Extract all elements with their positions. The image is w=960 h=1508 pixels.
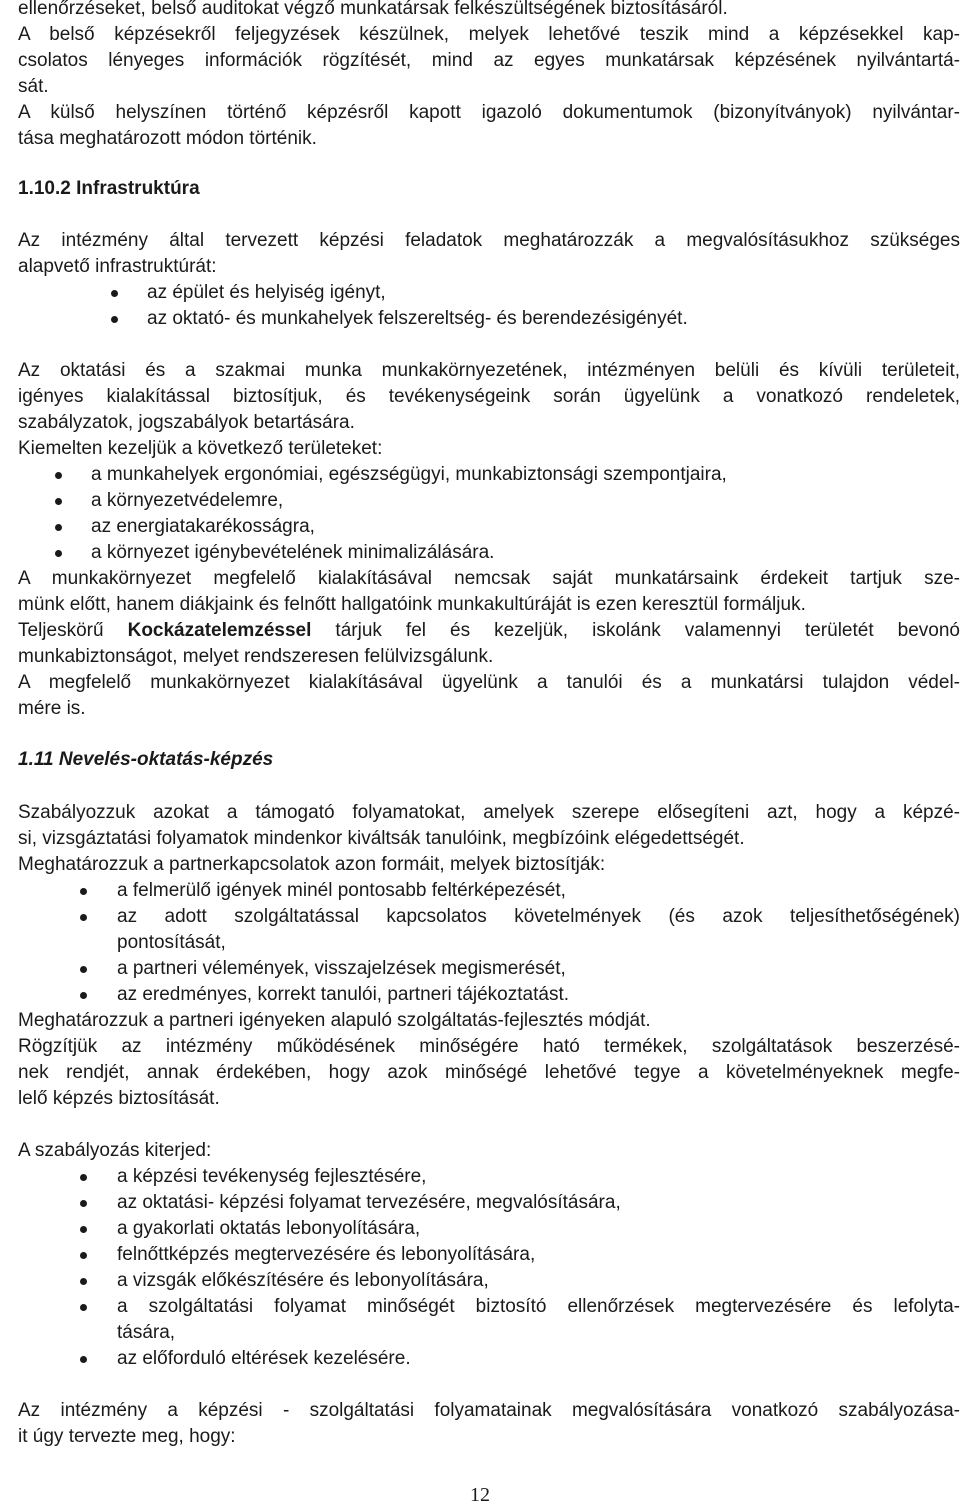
text-line: A belső képzésekről feljegyzések készülnek, melyek lehetővé teszik mind a képzésekkel kap- [18,24,960,45]
list-item: a gyakorlati oktatás lebonyolítására, [117,1218,421,1239]
bullet-icon [111,316,118,323]
text-line: csolatos lényeges információk rögzítését, mind az egyes munkatársak képzésének nyilvántartá- [18,50,960,71]
text-line: A külső helyszínen történő képzésről kapott igazoló dokumentumok (bizonyítványok) nyilvántar- [18,102,960,123]
bullet-icon [80,1356,87,1363]
bullet-icon [80,1200,87,1207]
text-line: munkabiztonságot, melyet rendszeresen felülvizsgálunk. [18,646,494,667]
text-line: szabályzatok, jogszabályok betartására. [18,412,355,433]
bullet-icon [80,992,87,999]
list-item: a partneri vélemények, visszajelzések megismerését, [117,958,566,979]
bullet-icon [55,472,62,479]
text-line: münk előtt, hanem diákjaink és felnőtt hallgatóink munkakultúráját is ezen keresztül formáljuk. [18,594,806,615]
text-line: sát. [18,76,49,97]
section-heading: 1.11 Nevelés-oktatás-képzés [18,749,274,770]
text-line: Meghatározzuk a partnerkapcsolatok azon formáit, melyek biztosítják: [18,854,606,875]
text-line: A munkakörnyezet megfelelő kialakításával nemcsak saját munkatársaink érdekeit tartjuk sze- [18,568,960,589]
list-item: a képzési tevékenység fejlesztésére, [117,1166,427,1187]
text-line: Az intézmény által tervezett képzési feladatok meghatározzák a megvalósításukhoz szükséges [18,230,960,251]
list-item: az előforduló eltérések kezelésére. [117,1348,411,1369]
text-line: ellenőrzéseket, belső auditokat végző munkatársak felkészültségének biztosításáról. [18,0,728,19]
bullet-icon [80,966,87,973]
list-item: az eredményes, korrekt tanulói, partneri tájékoztatást. [117,984,570,1005]
bullet-icon [80,1278,87,1285]
text-line: Szabályozzuk azokat a támogató folyamatokat, amelyek szerepe elősegíteni azt, hogy a képzé- [18,802,960,823]
bullet-icon [55,524,62,531]
text-line: Meghatározzuk a partneri igényeken alapuló szolgáltatás-fejlesztés módját. [18,1010,651,1031]
text-line: Az intézmény a képzési - szolgáltatási folyamatainak megvalósítására vonatkozó szabályozása- [18,1400,960,1421]
list-item: felnőttképzés megtervezésére és lebonyolítására, [117,1244,536,1265]
list-item: az oktató- és munkahelyek felszereltség- és berendezésigényét. [147,308,688,329]
bullet-icon [55,498,62,505]
text-line: si, vizsgáztatási folyamatok mindenkor kiváltsák tanulóink, megbízóink elégedettségét. [18,828,745,849]
list-item: az épület és helyiség igényt, [147,282,386,303]
page-number: 12 [470,1484,490,1506]
bullet-icon [80,888,87,895]
list-item: a környezet igénybevételének minimalizálására. [91,542,495,563]
text-line: mére is. [18,698,86,719]
list-item: a vizsgák előkészítésére és lebonyolítására, [117,1270,489,1291]
list-item: az oktatási- képzési folyamat tervezésére, megvalósítására, [117,1192,621,1213]
bullet-icon [55,550,62,557]
text-line: nek rendjét, annak érdekében, hogy azok minőségé lehetővé tegye a követelményeknek megfe- [18,1062,960,1083]
text-line: Az oktatási és a szakmai munka munkakörnyezetének, intézményen belüli és kívüli területeit, [18,360,960,381]
text-line: it úgy tervezte meg, hogy: [18,1426,236,1447]
bullet-icon [80,1252,87,1259]
bullet-icon [80,1174,87,1181]
list-item: a szolgáltatási folyamat minőségét biztosító ellenőrzések megtervezésére és lefolyta- [117,1296,960,1317]
text-line: Kiemelten kezeljük a következő területeket: [18,438,383,459]
list-item: az energiatakarékosságra, [91,516,315,537]
text-line: Rögzítjük az intézmény működésének minőségére ható termékek, szolgáltatások beszerzésé- [18,1036,960,1057]
list-item-continuation: pontosítását, [117,932,226,953]
bold-term: Kockázatelemzéssel [127,620,312,641]
text-line: tása meghatározott módon történik. [18,128,317,149]
text-line: igényes kialakítással biztosítjuk, és tevékenységeink során ügyelünk a vonatkozó rendeletek, [18,386,960,407]
list-item: a munkahelyek ergonómiai, egészségügyi, munkabiztonsági szempontjaira, [91,464,727,485]
section-heading: 1.10.2 Infrastruktúra [18,178,200,199]
text-line: Teljeskörű Kockázatelemzéssel tárjuk fel és kezeljük, iskolánk valamennyi területét bevonó [18,620,960,641]
bullet-icon [80,914,87,921]
text-line: A szabályozás kiterjed: [18,1140,212,1161]
text-line: A megfelelő munkakörnyezet kialakításával ügyelünk a tanulói és a munkatársi tulajdon védel- [18,672,960,693]
bullet-icon [80,1304,87,1311]
bullet-icon [80,1226,87,1233]
text-line: alapvető infrastruktúrát: [18,256,217,277]
list-item: a felmerülő igények minél pontosabb feltérképezését, [117,880,566,901]
list-item-continuation: tására, [117,1322,176,1343]
list-item: a környezetvédelemre, [91,490,284,511]
list-item: az adott szolgáltatással kapcsolatos követelmények (és azok teljesíthetőségének) [117,906,960,927]
bullet-icon [111,290,118,297]
text-line: lelő képzés biztosítását. [18,1088,220,1109]
